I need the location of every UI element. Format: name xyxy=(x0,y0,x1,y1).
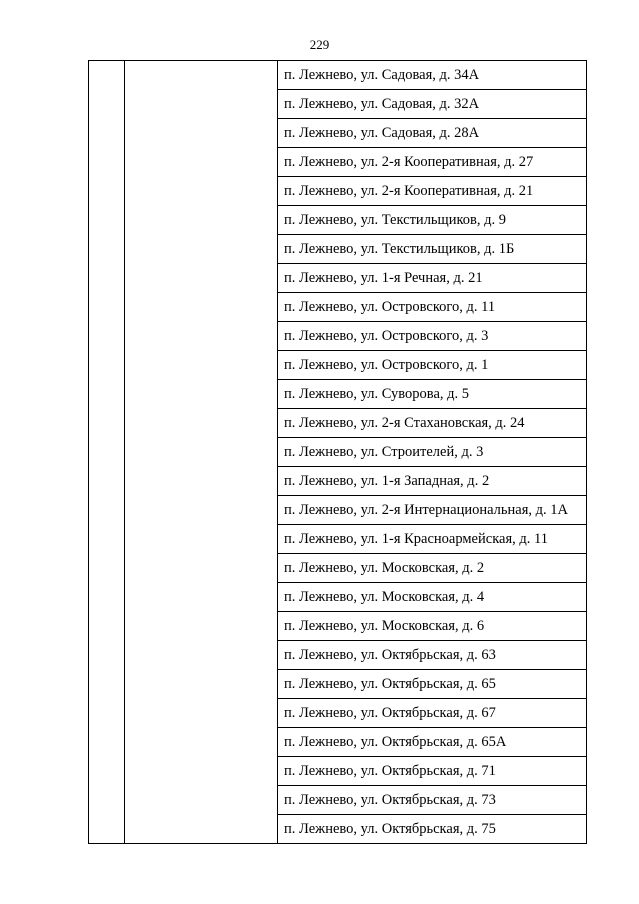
number-cell xyxy=(89,61,125,844)
address-cell: п. Лежнево, ул. 2-я Кооперативная, д. 21 xyxy=(278,177,587,206)
address-cell: п. Лежнево, ул. Октябрьская, д. 63 xyxy=(278,641,587,670)
address-cell: п. Лежнево, ул. Октябрьская, д. 65 xyxy=(278,670,587,699)
address-cell: п. Лежнево, ул. Октябрьская, д. 67 xyxy=(278,699,587,728)
table-row xyxy=(89,61,587,90)
address-cell: п. Лежнево, ул. Октябрьская, д. 73 xyxy=(278,786,587,815)
address-cell: п. Лежнево, ул. Московская, д. 6 xyxy=(278,612,587,641)
address-cell: п. Лежнево, ул. Островского, д. 11 xyxy=(278,293,587,322)
address-table xyxy=(88,60,587,844)
address-cell: п. Лежнево, ул. 2-я Кооперативная, д. 27 xyxy=(278,148,587,177)
address-cell: п. Лежнево, ул. 2-я Стахановская, д. 24 xyxy=(278,409,587,438)
address-cell: п. Лежнево, ул. Строителей, д. 3 xyxy=(278,438,587,467)
address-cell: п. Лежнево, ул. Садовая, д. 34А xyxy=(278,61,587,90)
name-cell xyxy=(125,61,278,844)
address-cell: п. Лежнево, ул. Суворова, д. 5 xyxy=(278,380,587,409)
address-cell: п. Лежнево, ул. Островского, д. 3 xyxy=(278,322,587,351)
address-cell: п. Лежнево, ул. 1-я Речная, д. 21 xyxy=(278,264,587,293)
address-cell: п. Лежнево, ул. Октябрьская, д. 65А xyxy=(278,728,587,757)
address-cell: п. Лежнево, ул. Садовая, д. 28А xyxy=(278,119,587,148)
address-cell: п. Лежнево, ул. Садовая, д. 32А xyxy=(278,90,587,119)
address-cell: п. Лежнево, ул. 1-я Красноармейская, д. 11 xyxy=(278,525,587,554)
address-cell: п. Лежнево, ул. 2-я Интернациональная, д. 1А xyxy=(278,496,587,525)
address-cell: п. Лежнево, ул. Текстильщиков, д. 1Б xyxy=(278,235,587,264)
address-cell: п. Лежнево, ул. Московская, д. 4 xyxy=(278,583,587,612)
address-cell: п. Лежнево, ул. Московская, д. 2 xyxy=(278,554,587,583)
table-body xyxy=(89,61,587,844)
address-cell: п. Лежнево, ул. Текстильщиков, д. 9 xyxy=(278,206,587,235)
address-cell: п. Лежнево, ул. Октябрьская, д. 75 xyxy=(278,815,587,844)
address-cell: п. Лежнево, ул. Островского, д. 1 xyxy=(278,351,587,380)
address-cell: п. Лежнево, ул. Октябрьская, д. 71 xyxy=(278,757,587,786)
page-number: 229 xyxy=(309,37,330,52)
address-cell: п. Лежнево, ул. 1-я Западная, д. 2 xyxy=(278,467,587,496)
